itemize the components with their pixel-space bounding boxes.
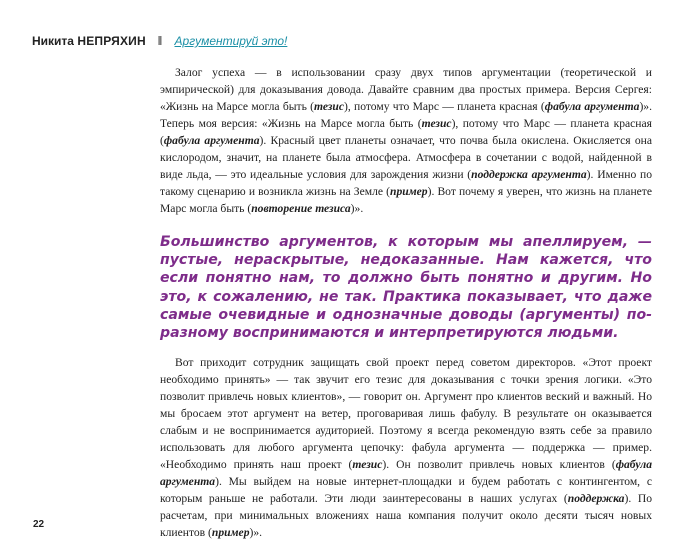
emphasized-term: повторение тезиса	[251, 202, 351, 215]
book-title-link[interactable]: Аргументируй это!	[174, 34, 288, 48]
emphasized-term: поддержка	[567, 492, 625, 506]
author-first-name: Никита	[32, 34, 74, 48]
pull-quote: Большинство аргументов, к которым мы апеллируем, — пустые, нераскрытые, недоказанные. Нам кажется, что если понятно нам, то должно быть понятно и другим. Но это, к сожалению, не так. Практика показывает, что даже самые очевидные и однозначные доводы (аргументы) по-разному воспринимаются и интерпретируются людьми.	[160, 234, 652, 342]
emphasized-term: фабула аргумента	[163, 134, 260, 147]
emphasized-term: пример	[390, 185, 428, 198]
emphasized-term: поддержка аргумента	[471, 168, 587, 181]
text-run: ). Он позволит привлечь новых клиентов (	[382, 458, 616, 472]
main-text	[160, 64, 652, 541]
text-run: )».	[350, 202, 364, 215]
emphasized-term: тезис	[314, 100, 344, 113]
emphasized-term: тезис	[352, 458, 383, 472]
text-run: ). По расчетам, при минимальных вложениях наша компания получит около десяти тысяч новых клиентов (	[160, 492, 653, 540]
text-run: )».	[249, 526, 263, 540]
emphasized-term: тезис	[421, 117, 452, 130]
text-run: ), потому что Марс — планета красная (	[160, 117, 652, 147]
emphasized-term: фабула аргумента	[544, 100, 640, 113]
emphasized-term: фабула аргумента	[160, 458, 652, 489]
text-run: Вот приходит сотрудник защищать свой проект перед советом директоров. «Этот проект необходимо принять» — так звучит его тезис для доказывания с точки зрения логики. «Это позволит привлечь новых клиентов», — говорит он. Аргумент про клиентов веский и важный. Но мы бросаем этот аргумент на ветер, проговаривая лишь фабулу. В результате он оказывается слабым и не воспринимается аудиторией. Поэтому я всегда рекомендую взять себе за правило использовать для любого аргумента цепочку: фабула аргумента — поддержка — пример. «Необходимо принять наш проект (	[160, 356, 652, 472]
text-run: ). Вот почему я уверен, что жизнь на планете Марс могла быть (	[160, 185, 653, 215]
paragraph-project-example	[160, 354, 652, 541]
text-run: ), потому что Марс — планета красная (	[343, 100, 545, 113]
text-run: ). Именно по такому сценарию и возникла жизнь на Земле (	[160, 168, 653, 198]
paragraph-mars-example	[160, 64, 652, 217]
text-run: )». Теперь моя версия: «Жизнь на Марсе могла быть (	[160, 100, 652, 130]
page-number: 22	[33, 519, 45, 530]
running-header	[32, 34, 652, 48]
author-last-name: НЕПРЯХИН	[77, 34, 146, 48]
text-run: ). Красный цвет планеты означает, что почва была окислена. Окисляется она кислородом, значит, на планете была атмосфера. Атмосфера в сочетании с водой, найденной в виде льда, — это идеальные условия для зарождения жизни (	[160, 134, 653, 181]
emphasized-term: пример	[211, 526, 250, 540]
header-separator: ‖	[158, 34, 163, 48]
text-run: ). Мы выйдем на новые интернет-площадки и будем работать с контингентом, с которым раньше не работали. Эти люди заинтересованы в наших услугах (	[160, 475, 652, 506]
text-run: Залог успеха — в использовании сразу двух типов аргументации (теоретической и эмпирической) для доказывания довода. Давайте сравним два простых примера. Версия Сергея: «Жизнь на Марсе могла быть (	[160, 66, 652, 113]
